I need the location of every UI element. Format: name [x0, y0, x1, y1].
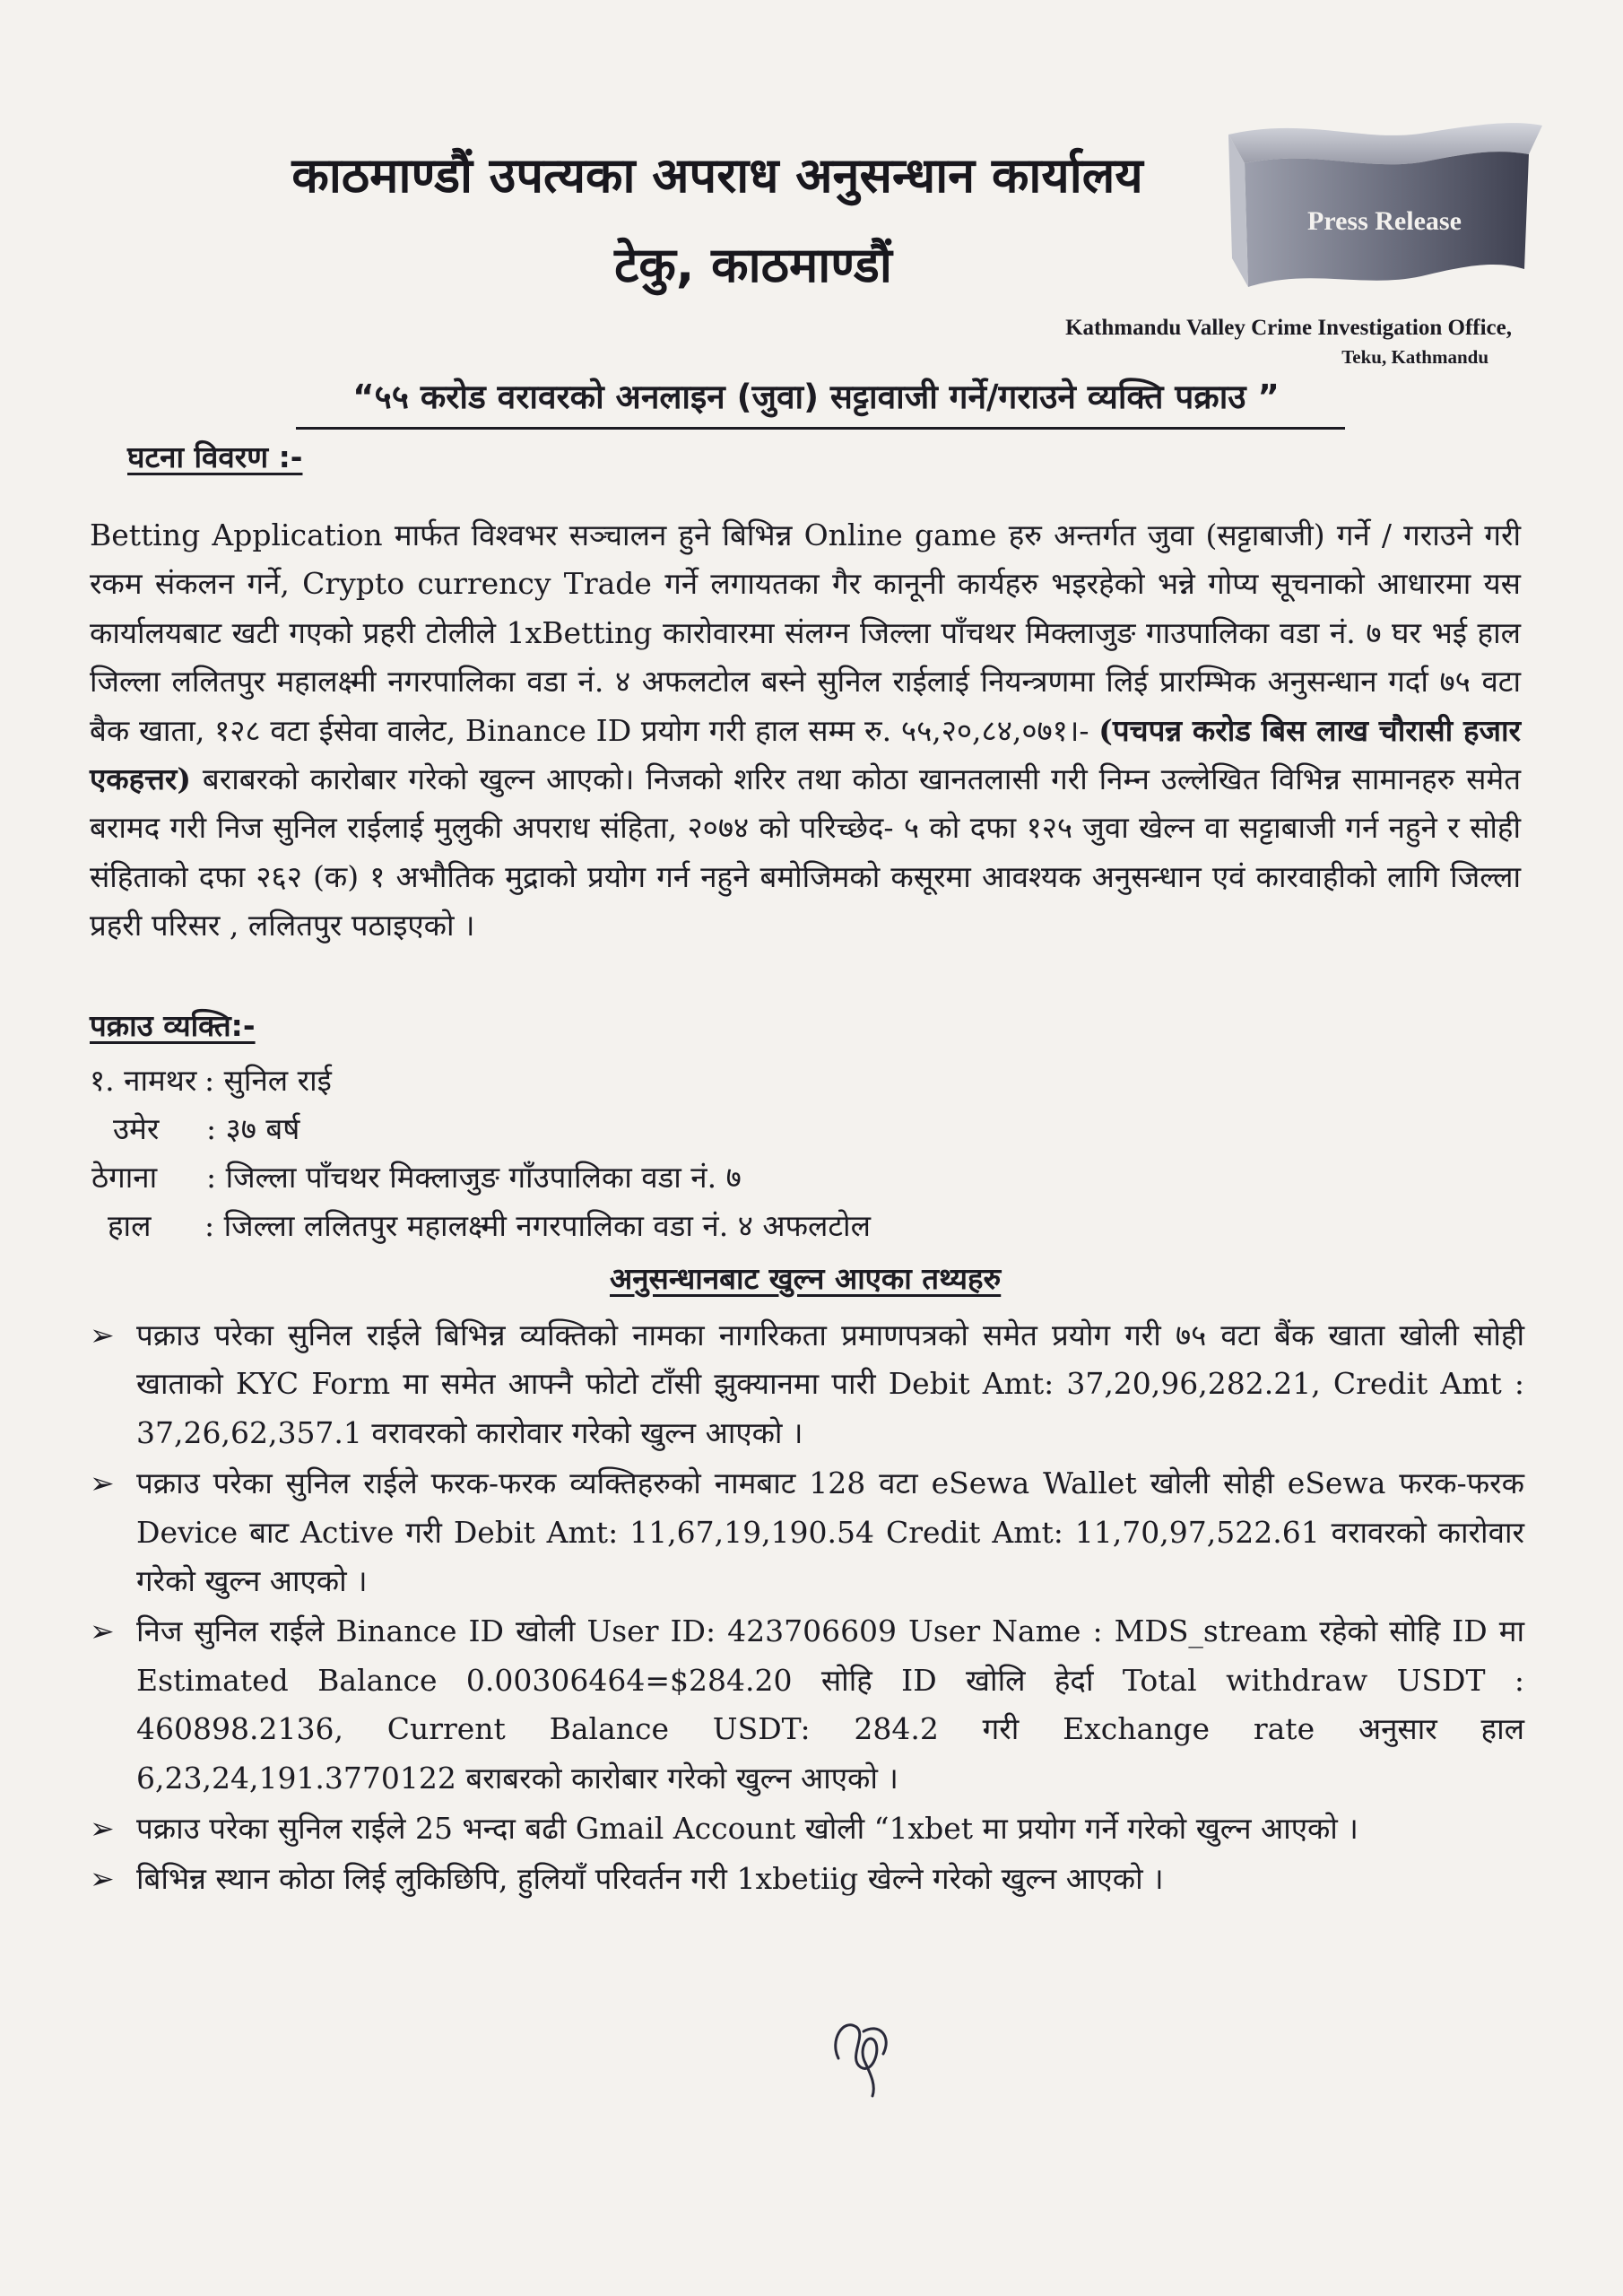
arrow-bullet-icon: ➢: [90, 1465, 115, 1501]
office-title: काठमाण्डौं उपत्यका अपराध अनुसन्धान कार्यालय: [291, 147, 1143, 204]
detail-label: १. नामथर: [90, 1063, 197, 1098]
arrow-bullet-icon: ➢: [90, 1318, 115, 1352]
incident-text-part2: बराबरको कारोबार गरेको खुल्न आएको। निजको शरिर तथा कोठा खानतलासी गरी निम्न उल्लेखित विभिन्न सामानहरु समेत बरामद गरी निज सुनिल राईलाई मुलुकी अपराध संहिता, २०७४ को परिच्छेद- ५ को दफा १२५ जुवा खेल्न वा सट्टाबाजी गर्न नहुने र सोही संहिताको दफा २६२ (क) १ अभौतिक मुद्राको प्रयोग गर्न नहुने बमोजिमको कसूरमा आवश्यक अनुसन्धान एवं कारवाहीको लागि जिल्ला प्रहरी परिसर , ललितपुर पठाइएको ।: [90, 761, 1521, 944]
detail-value: : सुनिल राई: [204, 1063, 332, 1098]
fact-item: [90, 1311, 1524, 1457]
press-release-label: Press Release: [1307, 206, 1462, 236]
fact-item: [90, 1607, 1524, 1803]
detail-label: ठेगाना: [91, 1160, 158, 1195]
arrow-bullet-icon: ➢: [90, 1811, 115, 1847]
arrow-bullet-icon: ➢: [90, 1613, 115, 1649]
arrested-heading: पक्राउ व्यक्ति:-: [90, 1008, 256, 1043]
fact-text: बिभिन्न स्थान कोठा लिई लुकिछिपि, हुलियाँ परिवर्तन गरी 1xbetiig खेल्ने गरेको खुल्न आएको ।: [136, 1861, 1164, 1897]
fact-item: [90, 1459, 1524, 1605]
office-location: टेकु, काठमाण्डौं: [614, 237, 892, 293]
fact-text: पक्राउ परेका सुनिल राईले 25 भन्दा बढी Gmail Account खोली “1xbet मा प्रयोग गर्ने गरेको खुल्न आएको ।: [136, 1811, 1358, 1847]
office-english-location: Teku, Kathmandu: [1341, 346, 1488, 368]
press-release-banner: [1211, 117, 1551, 314]
incident-amount-in-words: (पचपन्न करोड बिस लाख चौरासी हजार एकहत्तर): [90, 712, 1521, 797]
facts-list: [90, 1311, 1524, 1906]
fact-item: [90, 1855, 1524, 1903]
signature-mark: [812, 1996, 919, 2103]
incident-text-part1: Betting Application मार्फत विश्वभर सञ्चालन हुने बिभिन्न Online game हरु अन्तर्गत जुवा (सट्टाबाजी) गर्ने / गराउने गरी रकम संकलन गर्ने, Crypto currency Trade गर्ने लगायतका गैर कानूनी कार्यहरु भइरहेको भन्ने गोप्य सूचनाको आधारमा यस कार्यालयबाट खटी गएको प्रहरी टोलीले 1xBetting कारोवारमा संलग्न जिल्ला पाँचथर मिक्लाजुङ गाउपालिका वडा नं. ७ घर भई हाल जिल्ला ललितपुर महालक्ष्मी नगरपालिका वडा नं. ४ अफलटोल बस्ने सुनिल राईलाई नियन्त्रणमा लिई प्रारम्भिक अनुसन्धान गर्दा ७५ वटा बैक खाता, १२८ वटा ईसेवा वालेट, Binance ID प्रयोग गरी हाल सम्म रु. ५५,२०,८४,०७१।-: [90, 517, 1521, 748]
fact-item: [90, 1805, 1524, 1853]
detail-label: हाल: [108, 1208, 152, 1243]
detail-value: : जिल्ला ललितपुर महालक्ष्मी नगरपालिका वडा नं. ४ अफलटोल: [204, 1208, 871, 1243]
headline-underline: [296, 427, 1345, 430]
office-english-name: Kathmandu Valley Crime Investigation Office,: [1065, 316, 1512, 340]
detail-label: उमेर: [113, 1111, 160, 1146]
incident-heading: घटना विवरण :-: [127, 439, 303, 474]
facts-heading: अनुसन्धानबाट खुल्न आएका तथ्यहरु: [610, 1261, 1002, 1296]
incident-description: [90, 511, 1521, 951]
detail-value: : जिल्ला पाँचथर मिक्लाजुङ गाँउपालिका वडा नं. ७: [206, 1160, 742, 1195]
fact-text: पक्राउ परेका सुनिल राईले फरक-फरक व्यक्तिहरुको नामबाट 128 वटा eSewa Wallet खोली सोही eSewa फरक-फरक Device बाट Active गरी Debit Amt: 11,67,19,190.54 Credit Amt: 11,70,97,522.61 वरावरको कारोवार गरेको खुल्न आएको ।: [136, 1465, 1524, 1599]
fact-text: पक्राउ परेका सुनिल राईले बिभिन्न व्यक्तिको नामका नागरिकता प्रमाणपत्रको समेत प्रयोग गरी ७५ वटा बैंक खाता खोली सोही खाताको KYC Form मा समेत आफ्नै फोटो टाँसी झुक्यानमा पारी Debit Amt: 37,20,96,282.21, Credit Amt : 37,26,62,357.1 वरावरको कारोवार गरेको खुल्न आएको ।: [136, 1318, 1524, 1450]
press-release-headline: “५५ करोड वरावरको अनलाइन (जुवा) सट्टावाजी गर्ने/गराउने व्यक्ति पक्राउ ”: [352, 378, 1280, 416]
detail-value: : ३७ बर्ष: [206, 1111, 300, 1146]
arrow-bullet-icon: ➢: [90, 1861, 115, 1897]
fact-text: निज सुनिल राईले Binance ID खोली User ID: 423706609 User Name : MDS_stream रहेको सोहि ID मा Estimated Balance 0.00306464=$284.20 सोहि ID खोलि हेर्दा Total withdraw USDT : 460898.2136, Current Balance USDT: 284.2 गरी Exchange rate अनुसार हाल 6,23,24,191.3770122 बराबरको कारोबार गरेको खुल्न आएको ।: [136, 1613, 1524, 1796]
